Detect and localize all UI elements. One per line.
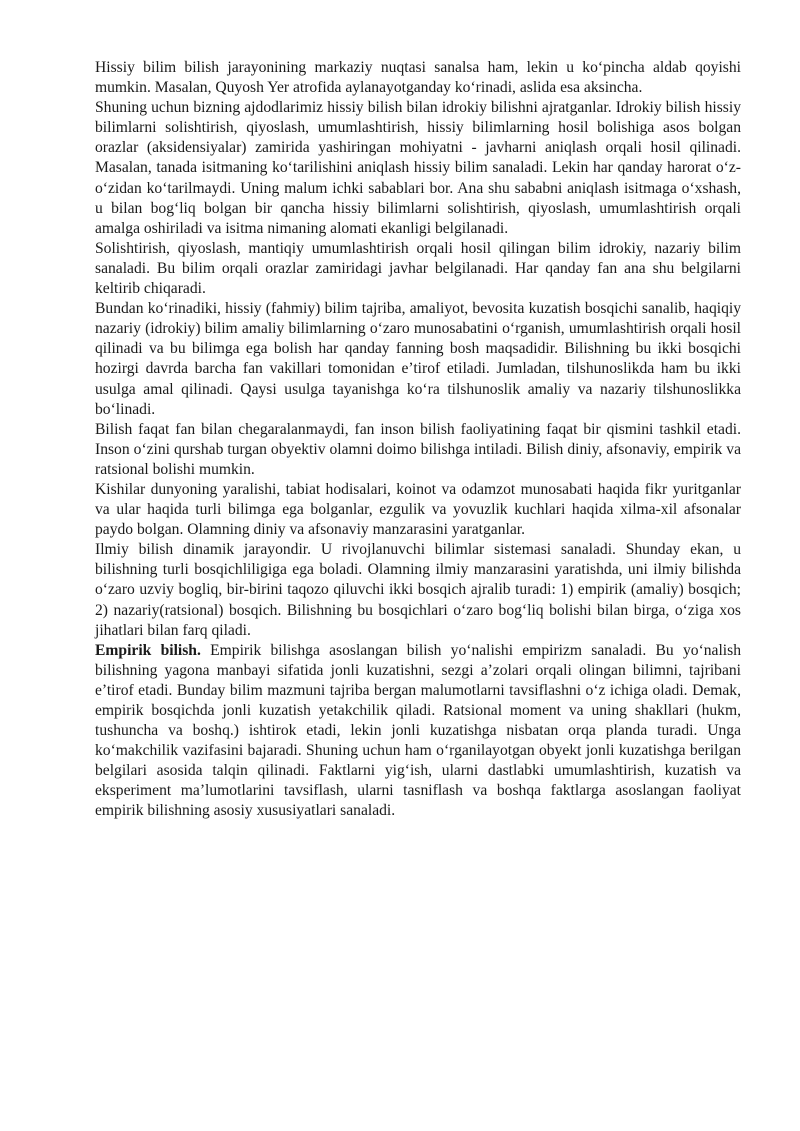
paragraph-two-stages: Bundan koʻrinadiki, hissiy (fahmiy) bilim tajriba, amaliyot, bevosita kuzatish bosqichi sanalib, haqiqiy nazariy (idrokiy) bilim amaliy bilimlarning oʻzaro munosabatini oʻrganish, umumlashtirish orqali hosil qilinadi va bu bilimga ega bolish har qanday fanning bosh maqsadidir. Bilishning bu ikki bosqichi hozirgi davrda barcha fan vakillari tomonidan e’tirof etiladi. Jumladan, tilshunoslikda ham bu ikki usulga amal qilinadi. Qaysi usulga tayanishga koʻra tilshunoslik amaliy va nazariy tilshunoslikka boʻlinadi.	[95, 300, 741, 418]
paragraph-theoretical-knowledge: Solishtirish, qiyoslash, mantiqiy umumlashtirish orqali hosil qilingan bilim idrokiy, nazariy bilim sanaladi. Bu bilim orqali orazlar zamiridagi javhar belgilanadi. Har qanday fan ana shu belgilarni keltirib chiqaradi.	[95, 239, 741, 298]
paragraph-mythical-worldview: Kishilar dunyoning yaralishi, tabiat hodisalari, koinot va odamzot munosabati haqida fikr yuritganlar va ular haqida turli bilimga ega bolganlar, ezgulik va yovuzlik kuchlari haqida xilma-xil afsonalar paydo bolgan. Olamning diniy va afsonaviy manzarasini yaratganlar.	[95, 480, 741, 539]
empirical-text: Empirik bilishga asoslangan bilish yoʻnalishi empirizm sanaladi. Bu yoʻnalish bilishning yagona manbayi sifatida jonli kuzatishni, sezgi a’zolari orqali olingan bilimni, tajribani e’tirof etadi. Bunday bilim mazmuni tajriba bergan malumotlarni tavsiflashni oʻz ichiga oladi. Demak, empirik bosqichda jonli kuzatish yetakchilik qiladi. Ratsional moment va uning shakllari (hukm, tushuncha va boshq.) ishtirok etadi, lekin jonli kuzatishga nisbatan orqa planda turadi. Unga koʻmakchilik vazifasini bajaradi. Shuning uchun ham oʻrganilayotgan obyekt jonli kuzatishga berilgan belgilari asosida talqin qilinadi. Faktlarni yigʻish, ularni dastlabki umumlashtirish, kuzatish va eksperiment ma’lumotlarini tavsiflash, ularni tasniflash va boshqa faktlarga asoslangan faoliyat empirik bilishning asosiy xususiyatlari sanaladi.	[95, 641, 742, 820]
document-page	[95, 58, 741, 822]
paragraph-sensory-deception: Hissiy bilim bilish jarayonining markaziy nuqtasi sanalsa ham, lekin u koʻpincha aldab qoyishi mumkin. Masalan, Quyosh Yer atrofida aylanayotganday koʻrinadi, aslida esa aksincha.	[95, 59, 741, 97]
empirical-heading: Empirik bilish.	[95, 641, 201, 659]
paragraph-forms-of-cognition: Bilish faqat fan bilan chegaralanmaydi, fan inson bilish faoliyatining faqat bir qismini tashkil etadi. Inson oʻzini qurshab turgan obyektiv olamni doimo bilishga intiladi. Bilish diniy, afsonaviy, empirik va ratsional bolishi mumkin.	[95, 420, 741, 478]
paragraph-empirical-cognition	[95, 641, 741, 822]
paragraph-scientific-cognition: Ilmiy bilish dinamik jarayondir. U rivojlanuvchi bilimlar sistemasi sanaladi. Shunday ekan, u bilishning turli bosqichliligiga ega boladi. Olamning ilmiy manzarasini yaratishda, uni ilmiy bilishda oʻzaro uzviy bogliq, bir-birini taqozo qiluvchi ikki bosqich ajralib turadi: 1) empirik (amaliy) bosqich; 2) nazariy(ratsional) bosqich. Bilishning bu bosqichlari oʻzaro bogʻliq bolishi bilan birga, oʻziga xos jihatlari bilan farq qiladi.	[95, 541, 741, 639]
paragraph-rational-cognition: Shuning uchun bizning ajdodlarimiz hissiy bilish bilan idrokiy bilishni ajratganlar. Idrokiy bilish hissiy bilimlarni solishtirish, qiyoslash, umumlashtirish, hissiy bilimlarning hosil bolishiga asos bolgan orazlar (aksidensiyalar) zamirida yashiringan mohiyatni - javharni aniqlash orqali hosil qilinadi. Masalan, tanada isitmaning koʻtarilishini aniqlash hissiy bilim sanaladi. Lekin har qanday harorat oʻz-oʻzidan koʻtarilmaydi. Uning malum ichki sabablari bor. Ana shu sababni aniqlash isitmaga oʻxshash, u bilan bogʻliq bolgan bir qancha hissiy bilimlarni solishtirish, qiyoslash, umumlashtirish orqali amalga oshiriladi va isitma nimaning alomati ekanligi belgilanadi.	[95, 99, 741, 237]
